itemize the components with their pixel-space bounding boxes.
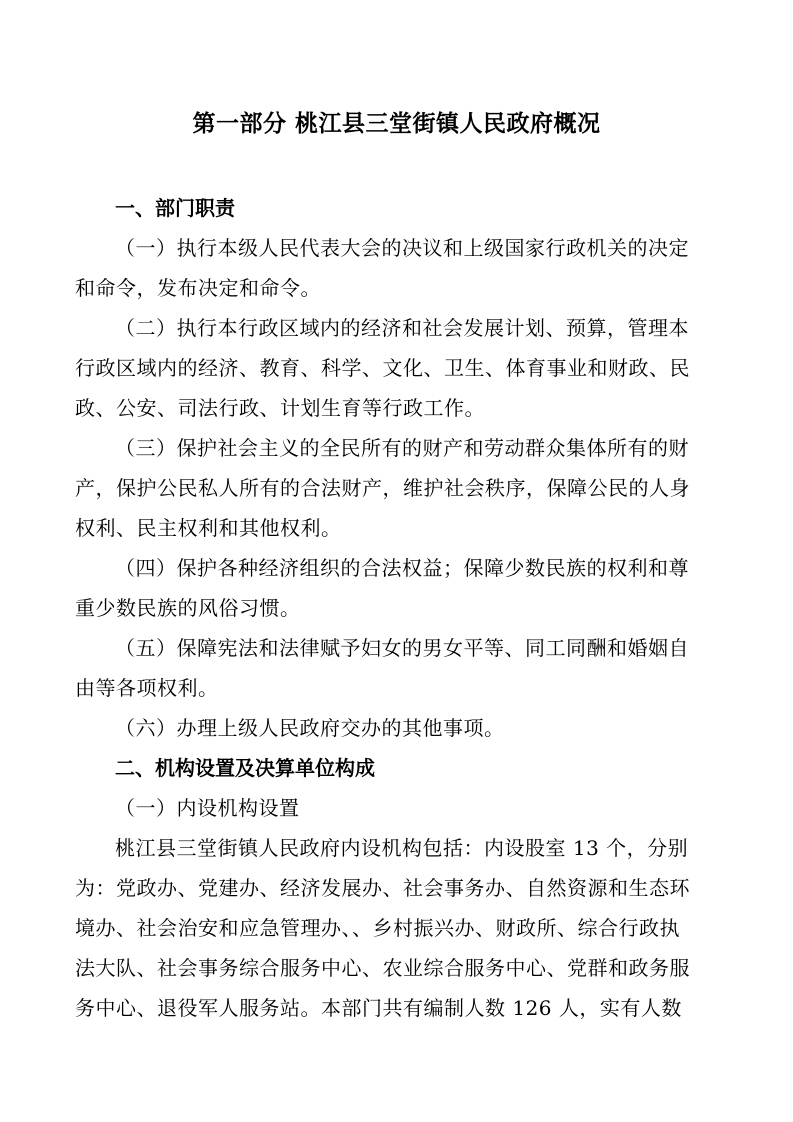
paragraph-line: 为：党政办、党建办、经济发展办、社会事务办、自然资源和生态环 <box>75 876 690 900</box>
paragraph-line: （五）保障宪法和法律赋予妇女的男女平等、同工同酬和婚姻自 <box>115 636 689 660</box>
paragraph-line: 由等各项权利。 <box>75 676 219 700</box>
organization-paragraph <box>75 828 723 1028</box>
paragraph-line: 境办、社会治安和应急管理办、、乡村振兴办、财政所、综合行政执 <box>75 916 680 940</box>
paragraph-line: （四）保护各种经济组织的合法权益；保障少数民族的权利和尊 <box>115 556 689 580</box>
duty-paragraph-3 <box>75 428 723 548</box>
paragraph-line: 法大队、社会事务综合服务中心、农业综合服务中心、党群和政务服 <box>75 956 690 980</box>
paragraph-line: （三）保护社会主义的全民所有的财产和劳动群众集体所有的财 <box>115 436 689 460</box>
section-heading-organization: 二、机构设置及决算单位构成 <box>115 756 375 780</box>
paragraph-line: （一）内设机构设置 <box>115 796 300 820</box>
paragraph-line: 重少数民族的风俗习惯。 <box>75 596 301 620</box>
subheading-internal-departments <box>75 788 723 828</box>
paragraph-line: 产，保护公民私人所有的合法财产，维护社会秩序，保障公民的人身 <box>75 476 690 500</box>
paragraph-line: 行政区域内的经济、教育、科学、文化、卫生、体育事业和财政、民 <box>75 356 690 380</box>
duty-paragraph-6 <box>75 708 723 748</box>
paragraph-line: （六）办理上级人民政府交办的其他事项。 <box>115 716 505 740</box>
paragraph-line: 政、公安、司法行政、计划生育等行政工作。 <box>75 396 485 420</box>
paragraph-line: 桃江县三堂街镇人民政府内设机构包括：内设股室 13 个，分别 <box>115 836 689 860</box>
paragraph-line: 和命令，发布决定和命令。 <box>75 276 321 300</box>
duty-paragraph-5 <box>75 628 723 708</box>
document-body <box>75 188 723 1028</box>
paragraph-line: 务中心、退役军人服务站。本部门共有编制人数 126 人，实有人数 <box>75 996 682 1020</box>
document-title: 第一部分 桃江县三堂街镇人民政府概况 <box>192 111 601 137</box>
section-heading-duties: 一、部门职责 <box>115 196 235 220</box>
duty-paragraph-4 <box>75 548 723 628</box>
duty-paragraph-1 <box>75 228 723 308</box>
paragraph-line: 权利、民主权利和其他权利。 <box>75 516 342 540</box>
paragraph-line: （二）执行本行政区域内的经济和社会发展计划、预算，管理本 <box>115 316 689 340</box>
duty-paragraph-2 <box>75 308 723 428</box>
paragraph-line: （一）执行本级人民代表大会的决议和上级国家行政机关的决定 <box>115 236 689 260</box>
